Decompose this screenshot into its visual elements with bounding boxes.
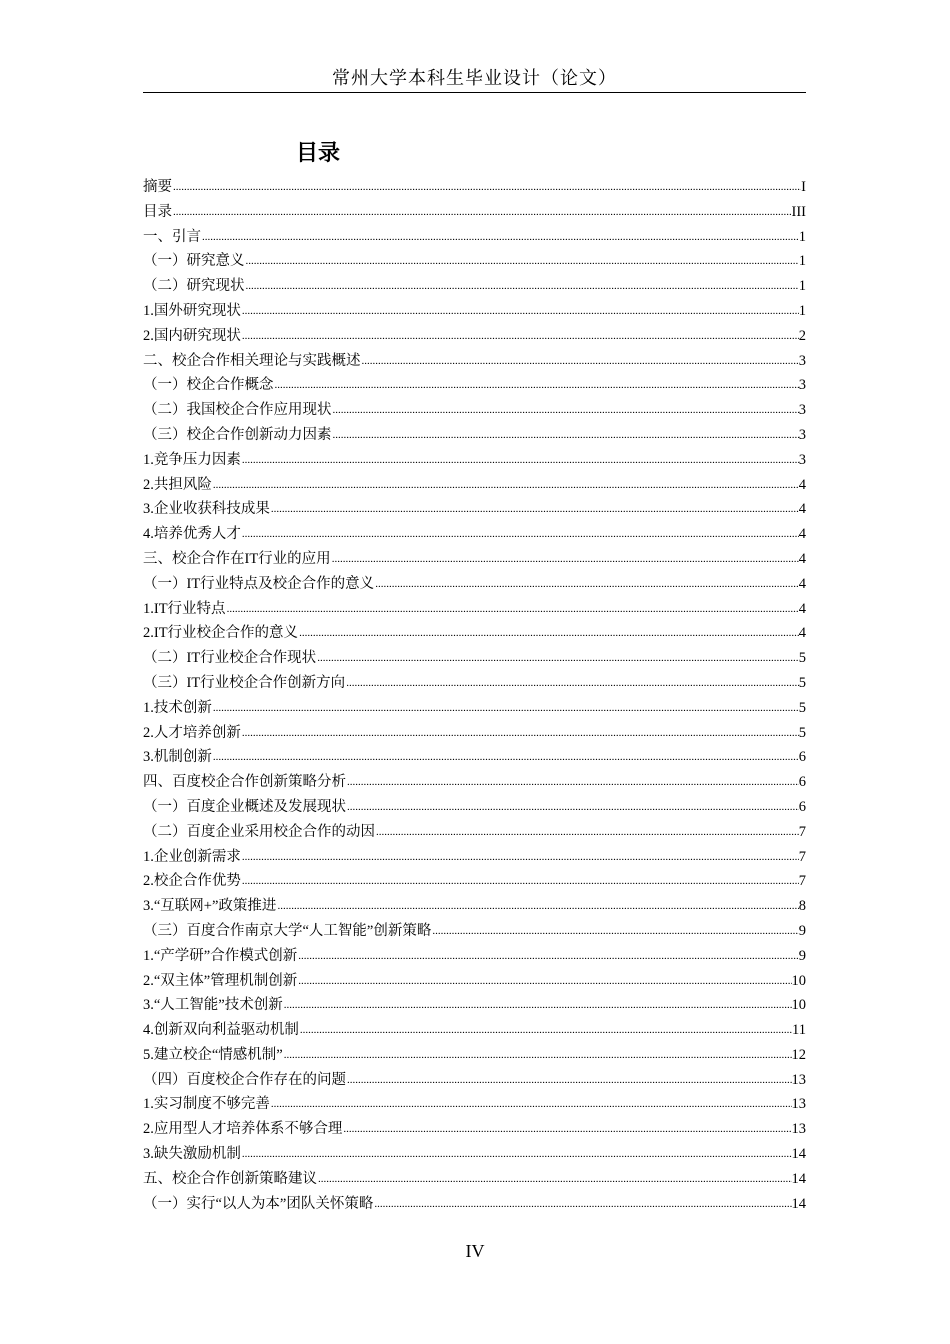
toc-entry[interactable] xyxy=(143,721,806,746)
page-number: IV xyxy=(465,1241,485,1261)
toc-entry-text: 3.企业收获科技成果 xyxy=(143,501,270,518)
toc-entry[interactable] xyxy=(143,671,806,696)
toc-leader-dots xyxy=(346,1068,792,1093)
toc-entry-page: 3 xyxy=(798,451,806,468)
toc-leader-dots xyxy=(361,349,799,374)
toc-entry-text: 3.缺失激励机制 xyxy=(143,1146,241,1163)
toc-entry[interactable] xyxy=(143,1192,806,1217)
toc-entry-text: 3.“互联网+”政策推进 xyxy=(143,898,277,915)
toc-entry-page: 14 xyxy=(791,1146,806,1163)
toc-entry-page: 10 xyxy=(791,997,806,1014)
toc-leader-dots xyxy=(241,448,799,473)
toc-entry[interactable] xyxy=(143,869,806,894)
toc-entry[interactable] xyxy=(143,1092,806,1117)
toc-entry[interactable] xyxy=(143,1167,806,1192)
toc-leader-dots xyxy=(212,696,799,721)
toc-entry-page: 13 xyxy=(791,1071,806,1088)
toc-entry[interactable] xyxy=(143,274,806,299)
toc-entry[interactable] xyxy=(143,572,806,597)
toc-entry[interactable] xyxy=(143,448,806,473)
toc-entry[interactable] xyxy=(143,646,806,671)
toc-entry[interactable] xyxy=(143,1142,806,1167)
toc-leader-dots xyxy=(274,373,799,398)
toc-entry-page: 6 xyxy=(798,749,806,766)
toc-leader-dots xyxy=(332,423,799,448)
toc-entry-page: 6 xyxy=(798,774,806,791)
toc-leader-dots xyxy=(245,274,799,299)
toc-entry-text: （一）实行“以人为本”团队关怀策略 xyxy=(143,1195,374,1212)
toc-leader-dots xyxy=(297,969,791,994)
toc-entry[interactable] xyxy=(143,349,806,374)
toc-entry[interactable] xyxy=(143,423,806,448)
toc-entry-text: （三）IT行业校企合作创新方向 xyxy=(143,674,346,691)
page-header: 常州大学本科生毕业设计（论文） xyxy=(143,64,806,93)
toc-entry-page: 1 xyxy=(798,253,806,270)
toc-entry[interactable] xyxy=(143,845,806,870)
table-of-contents xyxy=(143,175,806,1216)
toc-leader-dots xyxy=(346,770,799,795)
toc-leader-dots xyxy=(241,845,799,870)
toc-entry[interactable] xyxy=(143,696,806,721)
toc-leader-dots xyxy=(212,745,799,770)
toc-entry[interactable] xyxy=(143,993,806,1018)
toc-entry-text: 2.应用型人才培养体系不够合理 xyxy=(143,1121,343,1138)
toc-entry[interactable] xyxy=(143,497,806,522)
toc-entry-page: 5 xyxy=(798,699,806,716)
toc-leader-dots xyxy=(172,200,792,225)
toc-entry-page: 1 xyxy=(798,302,806,319)
toc-entry-text: （一）IT行业特点及校企合作的意义 xyxy=(143,575,375,592)
toc-entry-text: 2.IT行业校企合作的意义 xyxy=(143,625,299,642)
toc-entry-page: 4 xyxy=(798,600,806,617)
toc-entry-text: 5.建立校企“情感机制” xyxy=(143,1046,283,1063)
toc-leader-dots xyxy=(172,175,801,200)
toc-entry[interactable] xyxy=(143,547,806,572)
toc-entry-text: （二）研究现状 xyxy=(143,278,245,295)
toc-entry[interactable] xyxy=(143,225,806,250)
toc-entry-page: 4 xyxy=(798,526,806,543)
toc-entry-text: 1.实习制度不够完善 xyxy=(143,1096,270,1113)
toc-entry-page: 14 xyxy=(791,1195,806,1212)
toc-entry-text: 3.“人工智能”技术创新 xyxy=(143,997,283,1014)
toc-entry-page: 3 xyxy=(798,377,806,394)
toc-entry-text: 1.“产学研”合作模式创新 xyxy=(143,947,298,964)
toc-entry-text: 目录 xyxy=(143,203,172,220)
toc-entry[interactable] xyxy=(143,522,806,547)
toc-entry[interactable] xyxy=(143,1117,806,1142)
toc-entry-page: 8 xyxy=(798,898,806,915)
toc-entry[interactable] xyxy=(143,969,806,994)
toc-entry-text: 4.培养优秀人才 xyxy=(143,526,241,543)
toc-leader-dots xyxy=(332,398,799,423)
toc-entry[interactable] xyxy=(143,621,806,646)
toc-entry-page: 3 xyxy=(798,402,806,419)
toc-entry-page: 7 xyxy=(798,823,806,840)
toc-entry-page: 11 xyxy=(792,1022,806,1039)
toc-leader-dots xyxy=(241,869,799,894)
toc-entry-page: 13 xyxy=(791,1096,806,1113)
toc-entry[interactable] xyxy=(143,919,806,944)
toc-entry-text: （三）百度合作南京大学“人工智能”创新策略 xyxy=(143,922,432,939)
toc-leader-dots xyxy=(270,497,799,522)
toc-entry[interactable] xyxy=(143,745,806,770)
toc-entry-text: 3.机制创新 xyxy=(143,749,212,766)
toc-entry[interactable] xyxy=(143,894,806,919)
toc-entry-page: 4 xyxy=(798,575,806,592)
toc-leader-dots xyxy=(317,1167,792,1192)
toc-entry-page: 4 xyxy=(798,476,806,493)
toc-entry-text: 摘要 xyxy=(143,179,172,195)
toc-entry-text: 2.人才培养创新 xyxy=(143,724,241,741)
toc-entry-page: 3 xyxy=(798,352,806,369)
toc-entry[interactable] xyxy=(143,299,806,324)
toc-entry-page: 1 xyxy=(798,228,806,245)
toc-entry-text: 2.“双主体”管理机制创新 xyxy=(143,972,298,989)
toc-entry[interactable] xyxy=(143,820,806,845)
toc-entry-page: 14 xyxy=(791,1170,806,1187)
toc-leader-dots xyxy=(431,919,798,944)
toc-entry[interactable] xyxy=(143,1018,806,1043)
toc-entry[interactable] xyxy=(143,249,806,274)
toc-leader-dots xyxy=(245,249,799,274)
toc-leader-dots xyxy=(241,324,799,349)
toc-entry-text: 三、校企合作在IT行业的应用 xyxy=(143,550,331,567)
toc-leader-dots xyxy=(241,1142,792,1167)
toc-entry-page: 6 xyxy=(798,798,806,815)
toc-entry-page: 4 xyxy=(798,625,806,642)
toc-leader-dots xyxy=(241,299,799,324)
toc-entry[interactable] xyxy=(143,398,806,423)
toc-leader-dots xyxy=(331,547,799,572)
toc-entry-text: 1.竞争压力因素 xyxy=(143,451,241,468)
toc-entry-text: （一）校企合作概念 xyxy=(143,377,274,394)
toc-entry-text: （四）百度校企合作存在的问题 xyxy=(143,1071,346,1088)
toc-entry-page: 10 xyxy=(791,972,806,989)
toc-entry-text: 2.国内研究现状 xyxy=(143,327,241,344)
toc-leader-dots xyxy=(298,621,799,646)
toc-entry-page: 5 xyxy=(798,674,806,691)
toc-leader-dots xyxy=(374,572,799,597)
toc-entry-text: 2.共担风险 xyxy=(143,476,212,493)
toc-leader-dots xyxy=(297,944,799,969)
toc-leader-dots xyxy=(373,1192,791,1217)
toc-entry[interactable] xyxy=(143,1043,806,1068)
toc-entry[interactable] xyxy=(143,473,806,498)
toc-entry-text: 4.创新双向利益驱动机制 xyxy=(143,1022,299,1039)
toc-entry-text: （二）IT行业校企合作现状 xyxy=(143,650,317,667)
toc-leader-dots xyxy=(201,225,799,250)
toc-entry[interactable] xyxy=(143,597,806,622)
toc-entry-text: 四、百度校企合作创新策略分析 xyxy=(143,774,346,791)
toc-entry-text: （三）校企合作创新动力因素 xyxy=(143,426,332,443)
toc-entry-text: （一）研究意义 xyxy=(143,253,245,270)
toc-entry-page: 5 xyxy=(798,724,806,741)
toc-entry-text: 1.技术创新 xyxy=(143,699,212,716)
toc-leader-dots xyxy=(226,597,799,622)
toc-entry-text: （二）我国校企合作应用现状 xyxy=(143,402,332,419)
toc-entry-page: 3 xyxy=(798,426,806,443)
toc-entry-page: 5 xyxy=(798,650,806,667)
toc-entry-page: 7 xyxy=(798,873,806,890)
toc-leader-dots xyxy=(346,795,799,820)
toc-entry-page: 4 xyxy=(798,550,806,567)
toc-entry[interactable] xyxy=(143,1068,806,1093)
toc-entry-text: 二、校企合作相关理论与实践概述 xyxy=(143,352,361,369)
toc-leader-dots xyxy=(276,894,798,919)
toc-entry[interactable] xyxy=(143,175,806,200)
toc-entry-text: 一、引言 xyxy=(143,228,201,245)
toc-entry[interactable] xyxy=(143,324,806,349)
toc-entry[interactable] xyxy=(143,200,806,225)
toc-entry-text: 2.校企合作优势 xyxy=(143,873,241,890)
toc-entry-page: 4 xyxy=(798,501,806,518)
toc-entry-text: 1.IT行业特点 xyxy=(143,600,226,617)
toc-entry-page: 1 xyxy=(798,278,806,295)
toc-leader-dots xyxy=(241,721,799,746)
toc-leader-dots xyxy=(342,1117,791,1142)
toc-entry-text: 1.国外研究现状 xyxy=(143,302,241,319)
toc-leader-dots xyxy=(212,473,799,498)
toc-entry[interactable] xyxy=(143,795,806,820)
toc-entry-text: （二）百度企业采用校企合作的动因 xyxy=(143,823,375,840)
toc-leader-dots xyxy=(316,646,799,671)
toc-leader-dots xyxy=(375,820,799,845)
toc-entry-text: 1.企业创新需求 xyxy=(143,848,241,865)
toc-leader-dots xyxy=(283,1043,792,1068)
toc-entry-page: I xyxy=(801,179,806,195)
toc-entry[interactable] xyxy=(143,373,806,398)
toc-entry-text: （一）百度企业概述及发展现状 xyxy=(143,798,346,815)
toc-title: 目录 xyxy=(295,141,340,166)
toc-entry-page: III xyxy=(791,203,806,220)
toc-leader-dots xyxy=(283,993,792,1018)
toc-entry-page: 7 xyxy=(798,848,806,865)
toc-entry-text: 五、校企合作创新策略建议 xyxy=(143,1170,317,1187)
toc-leader-dots xyxy=(241,522,799,547)
toc-entry[interactable] xyxy=(143,770,806,795)
toc-leader-dots xyxy=(299,1018,792,1043)
toc-leader-dots xyxy=(345,671,799,696)
toc-entry-page: 12 xyxy=(791,1046,806,1063)
toc-leader-dots xyxy=(270,1092,792,1117)
toc-entry-page: 2 xyxy=(798,327,806,344)
toc-entry-page: 13 xyxy=(791,1121,806,1138)
toc-entry-page: 9 xyxy=(798,922,806,939)
toc-entry[interactable] xyxy=(143,944,806,969)
toc-entry-page: 9 xyxy=(798,947,806,964)
